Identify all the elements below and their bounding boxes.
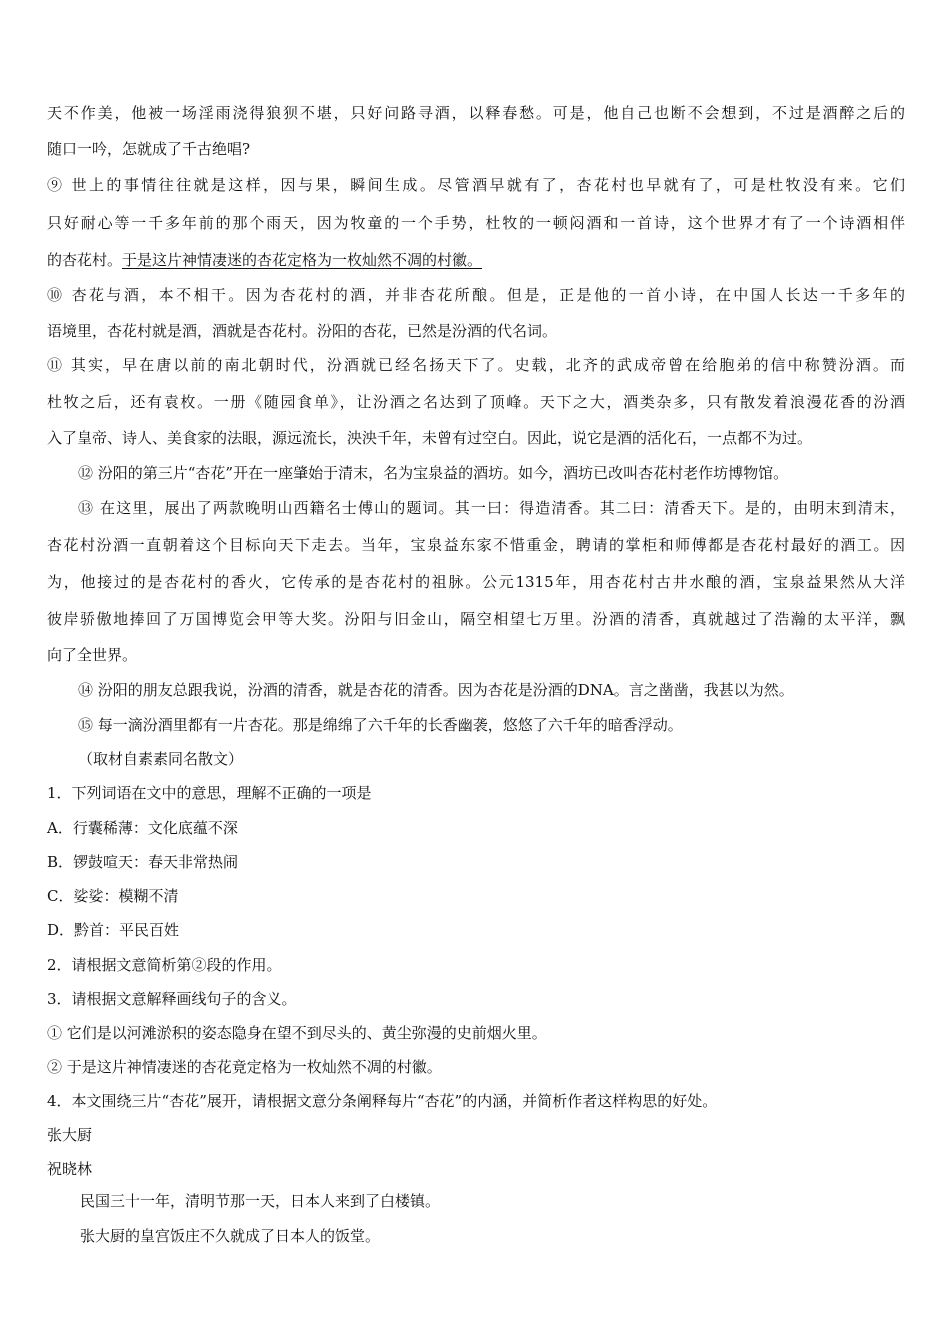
question-1-option-d: D．黔首：平民百姓 <box>47 921 180 939</box>
paragraph-9-line-2: 只好耐心等一千多年前的那个雨天，因为牧童的一个手势，杜牧的一顿闷酒和一首诗，这个世界才有了一个诗酒相伴 <box>47 214 905 232</box>
paragraph-13-line-3: 为，他接过的是杏花村的香火，它传承的是杏花村的祖脉。公元1315年，用杏花村古井水酿的酒，宝泉益果然从大洋 <box>47 573 905 591</box>
question-3-item-2: ② 于是这片神情凄迷的杏花竟定格为一枚灿然不凋的村徽。 <box>47 1058 442 1076</box>
question-2: 2．请根据文意简析第②段的作用。 <box>47 956 282 974</box>
next-passage-paragraph-2: 张大厨的皇宫饭庄不久就成了日本人的饭堂。 <box>80 1227 381 1245</box>
question-4: 4．本文围绕三片“杏花”展开，请根据文意分条阐释每片“杏花”的内涵，并简析作者这样构思的好处。 <box>47 1092 718 1110</box>
next-passage-author: 祝晓林 <box>47 1160 93 1178</box>
paragraph-11-line-2: 杜牧之后，还有袁枚。一册《随园食单》，让汾酒之名达到了顶峰。天下之大，酒类杂多，只有散发着浪漫花香的汾酒 <box>47 393 905 411</box>
paragraph-11-line-3: 入了皇帝、诗人、美食家的法眼，源远流长，泱泱千年，未曾有过空白。因此，说它是酒的活化石，一点都不为过。 <box>47 429 813 447</box>
paragraph-13-line-1: ⑬ 在这里，展出了两款晚明山西籍名士傅山的题词。其一曰：得造清香。其二曰：清香天下。是的，由明末到清末， <box>78 499 905 517</box>
paragraph-13-line-4: 彼岸骄傲地捧回了万国博览会甲等大奖。汾阳与旧金山，隔空相望七万里。汾酒的清香，真就越过了浩瀚的太平洋，飘 <box>47 610 905 628</box>
paragraph-9-line-1: ⑨ 世上的事情往往就是这样，因与果，瞬间生成。尽管酒早就有了，杏花村也早就有了，可是杜牧没有来。它们 <box>47 176 905 194</box>
paragraph-10-line-2: 语境里，杏花村就是酒，酒就是杏花村。汾阳的杏花，已然是汾酒的代名词。 <box>47 322 558 340</box>
question-1-stem: 1．下列词语在文中的意思，理解不正确的一项是 <box>47 784 372 802</box>
question-1-option-c: C．娑娑：模糊不清 <box>47 887 179 905</box>
question-3-item-1: ① 它们是以河滩淤积的姿态隐身在望不到尽头的、黄尘弥漫的史前烟火里。 <box>47 1024 547 1042</box>
paragraph-10-line-1: ⑩ 杏花与酒，本不相干。因为杏花村的酒，并非杏花所酿。但是，正是他的一首小诗，在中国人长达一千多年的 <box>47 286 905 304</box>
paragraph-9-text: 的杏花村。 <box>47 251 123 269</box>
underlined-sentence-2: 于是这片神情凄迷的杏花定格为一枚灿然不凋的村徽。 <box>122 251 483 269</box>
question-1-option-b: B．锣鼓喧天：春天非常热闹 <box>47 853 239 871</box>
source-note: （取材自素素同名散文） <box>78 750 244 768</box>
paragraph-8-line-1: 天不作美，他被一场淫雨浇得狼狈不堪，只好问路寻酒，以释春愁。可是，他自己也断不会想到，不过是酒醉之后的 <box>47 104 905 122</box>
question-3-stem: 3．请根据文意解释画线句子的含义。 <box>47 990 297 1008</box>
next-passage-paragraph-1: 民国三十一年，清明节那一天，日本人来到了白楼镇。 <box>80 1192 441 1210</box>
paragraph-13-line-5: 向了全世界。 <box>47 646 138 664</box>
paragraph-12-line-1: ⑫ 汾阳的第三片“杏花”开在一座肇始于清末，名为宝泉益的酒坊。如今，酒坊已改叫杏花村老作坊博物馆。 <box>78 464 789 482</box>
paragraph-11-line-1: ⑪ 其实，早在唐以前的南北朝时代，汾酒就已经名扬天下了。史载，北齐的武成帝曾在给胞弟的信中称赞汾酒。而 <box>47 356 905 374</box>
paragraph-14-line-1: ⑭ 汾阳的朋友总跟我说，汾酒的清香，就是杏花的清香。因为杏花是汾酒的DNA。言之凿凿，我甚以为然。 <box>78 681 794 699</box>
paragraph-8-line-2: 随口一吟，怎就成了千古绝唱? <box>47 140 251 158</box>
paragraph-13-line-2: 杏花村汾酒一直朝着这个目标向天下走去。当年，宝泉益东家不惜重金，聘请的掌柜和师傅都是杏花村最好的酒工。因 <box>47 536 905 554</box>
paragraph-15-line-1: ⑮ 每一滴汾酒里都有一片杏花。那是绵绵了六千年的长香幽袭，悠悠了六千年的暗香浮动。 <box>78 716 683 734</box>
next-passage-title: 张大厨 <box>47 1126 93 1144</box>
paragraph-9-line-3 <box>47 249 482 270</box>
question-1-option-a: A．行囊稀薄：文化底蕴不深 <box>47 819 238 837</box>
